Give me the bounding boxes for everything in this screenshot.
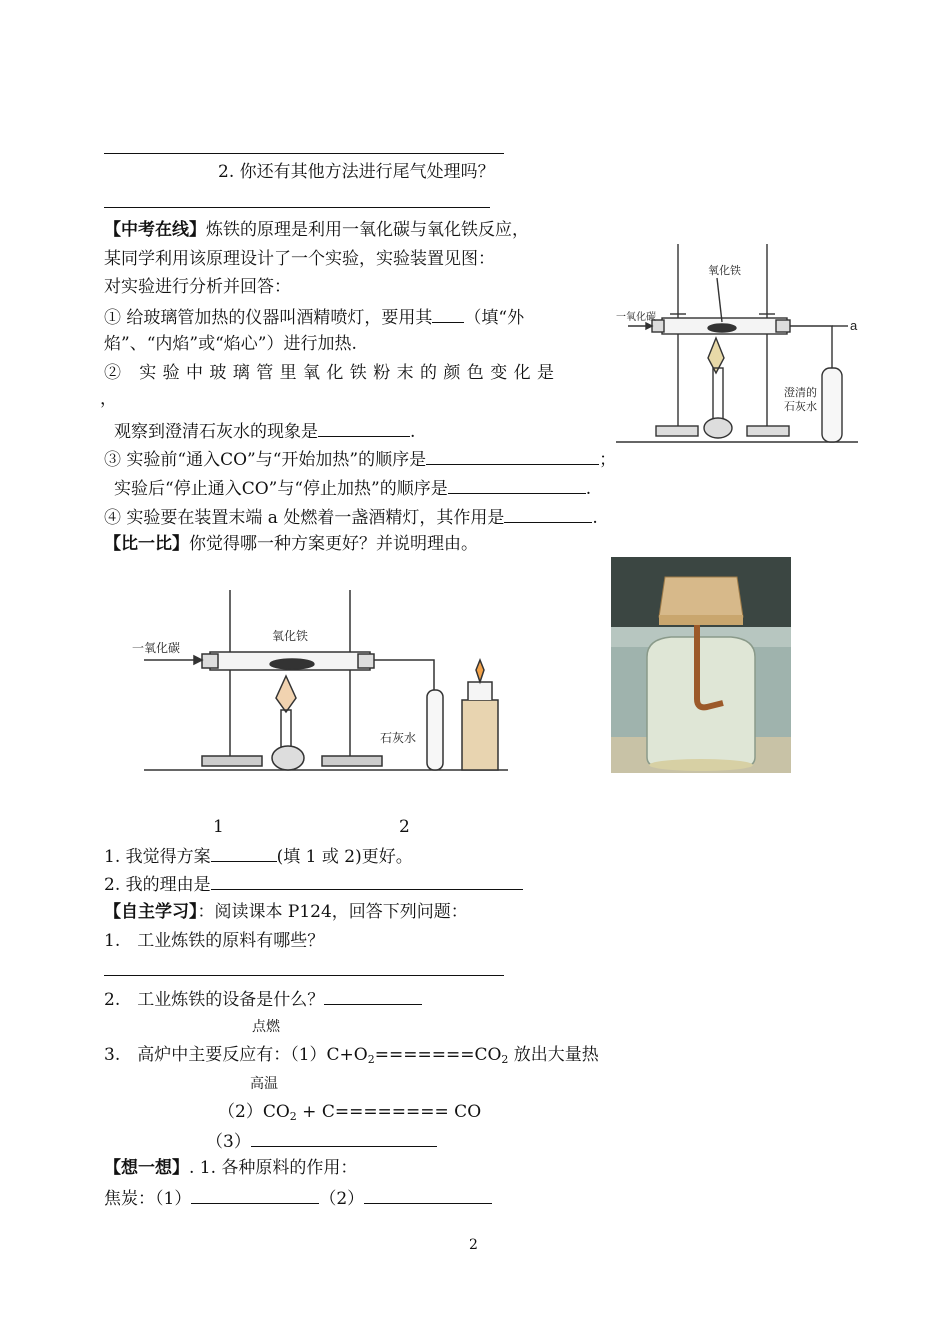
answer-reason: 2. 我的理由是 — [104, 872, 523, 896]
bottle-photo — [611, 557, 791, 773]
answer-scheme: 1. 我觉得方案 (填 1 或 2)更好。 — [104, 844, 413, 868]
condition-ignite: 点燃 — [252, 1019, 280, 1035]
question-1: ① 给玻璃管加热的仪器叫酒精喷灯，要用其 （填“外 — [104, 305, 524, 329]
self-study-line: 【自主学习】：阅读课本 P124，回答下列问题： — [104, 902, 468, 922]
fig-label-lime2: 石灰水 — [784, 401, 817, 413]
question-3b: 实验后“停止通入CO”与“停止加热”的顺序是 . — [114, 476, 591, 500]
fig-label-iron-oxide: 氧化铁 — [708, 265, 741, 277]
question-4: ④ 实验要在装置末端 a 处燃着一盏酒精灯，其作用是 . — [104, 505, 598, 529]
self-study-q2: 2. 工业炼铁的设备是什么？ — [104, 987, 422, 1011]
zhongkao-intro-line3: 对实验进行分析并回答： — [104, 277, 291, 297]
fig2-label-co: 一氧化碳 — [132, 641, 181, 655]
blank-reason[interactable] — [211, 872, 523, 890]
blank-limewater[interactable] — [318, 419, 410, 437]
fig-label-lime1: 澄清的 — [784, 387, 817, 399]
blank-coke-1[interactable] — [191, 1186, 319, 1204]
compare-line: 【比一比】你觉得哪一种方案更好？并说明理由。 — [104, 534, 478, 554]
question-1-cont: 焰”、“内焰”或“焰心”）进行加热. — [104, 334, 357, 354]
question-3a: ③ 实验前“通入CO”与“开始加热”的顺序是 ； — [104, 447, 616, 471]
answer-line — [104, 207, 490, 208]
scheme-label-1: 1 — [213, 817, 224, 837]
section-heading-zhongkao: 【中考在线】 — [104, 220, 206, 240]
blank-reaction-3[interactable] — [251, 1129, 437, 1147]
blank-equipment[interactable] — [324, 987, 422, 1005]
blank-flame[interactable] — [432, 305, 464, 323]
section-heading-self-study: 【自主学习】 — [104, 902, 198, 922]
apparatus-figure-scheme1 — [122, 560, 512, 798]
condition-high-temp: 高温 — [250, 1076, 278, 1092]
reaction-3: （3） — [206, 1129, 437, 1153]
zhongkao-intro-line2: 某同学利用该原理设计了一个实验，实验装置见图： — [104, 249, 495, 269]
apparatus-figure-top — [612, 238, 862, 444]
blank-order-before[interactable] — [426, 447, 599, 465]
question-2b: 观察到澄清石灰水的现象是 . — [114, 419, 415, 443]
self-study-q1: 1. 工业炼铁的原料有哪些？ — [104, 931, 325, 951]
blank-purpose[interactable] — [504, 505, 592, 523]
blank-scheme[interactable] — [211, 844, 277, 862]
coke-line: 焦炭：（1） （2） — [104, 1186, 492, 1210]
blank-coke-2[interactable] — [364, 1186, 492, 1204]
self-study-q3: 3. 高炉中主要反应有：$(1)C+O_2=======CO_2$ 放出大量热 — [104, 1045, 599, 1066]
question-tail-gas: 2. 你还有其他方法进行尾气处理吗？ — [218, 162, 495, 182]
zhongkao-intro-line1: 【中考在线】炼铁的原理是利用一氧化碳与氧化铁反应， — [104, 220, 529, 240]
scheme-label-2: 2 — [399, 817, 410, 837]
answer-line — [104, 975, 504, 976]
blank-order-after[interactable] — [448, 476, 586, 494]
reaction-2: $(2)CO_2 + C========$ CO — [218, 1102, 482, 1123]
fig2-label-lime: 石灰水 — [380, 731, 417, 745]
question-2: ② 实验中玻璃管里氧化铁粉末的颜色变化是 — [104, 363, 561, 383]
answer-line — [104, 153, 504, 154]
section-heading-think: 【想一想】 — [104, 1158, 189, 1178]
fig2-label-iron-oxide: 氧化铁 — [272, 629, 309, 643]
fig-label-a: a — [850, 318, 858, 333]
section-heading-compare: 【比一比】 — [104, 534, 189, 554]
question-2-comma: ， — [100, 389, 117, 409]
think-line: 【想一想】. 1. 各种原料的作用： — [104, 1158, 358, 1178]
page-number: 2 — [469, 1237, 478, 1253]
fig-label-co: 一氧化碳 — [616, 312, 656, 323]
